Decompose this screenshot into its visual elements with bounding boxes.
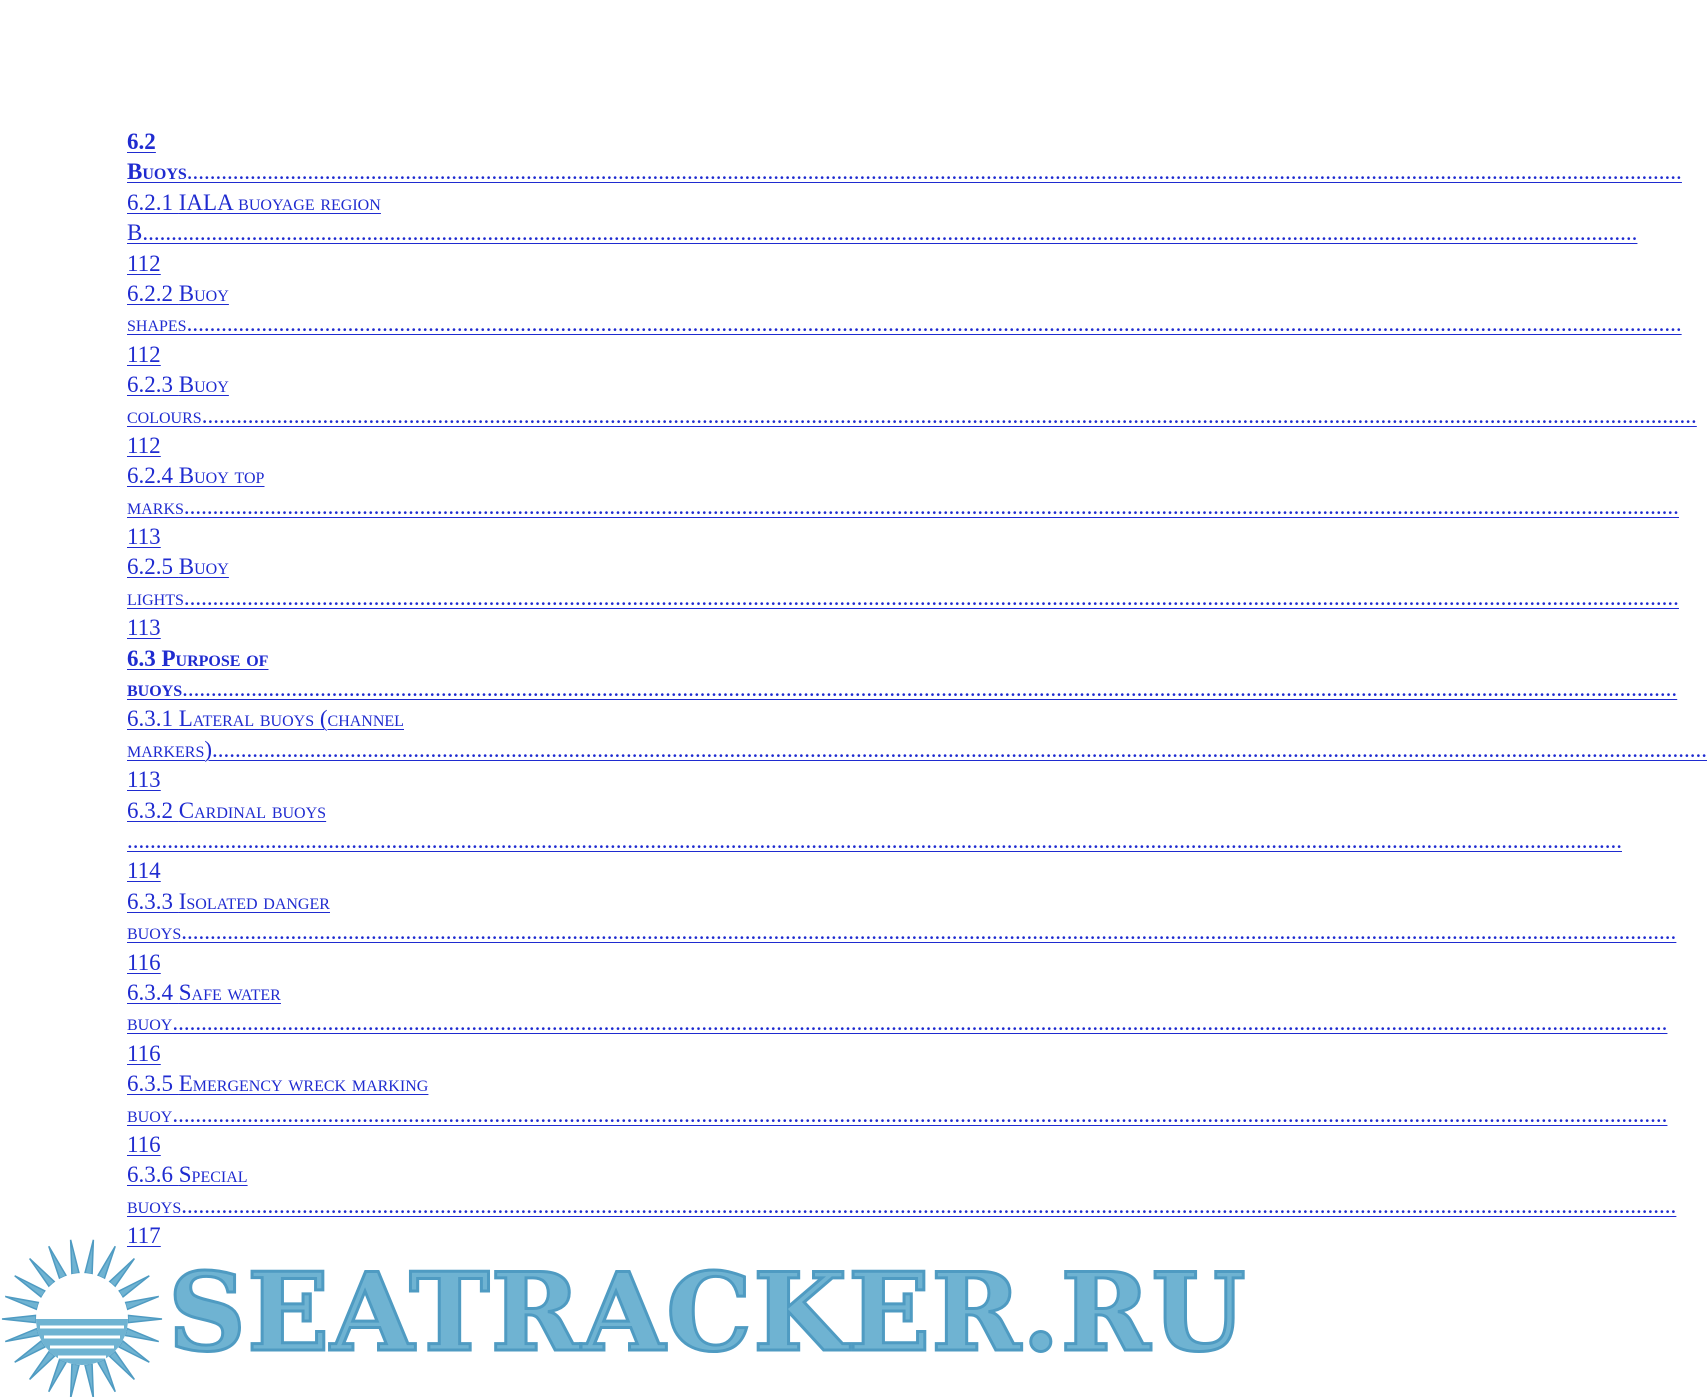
toc-leader-dots: .................................................................................................................................................................................................................................................................... [172, 1010, 1668, 1036]
toc-section-title-cont: buoy [127, 1101, 173, 1127]
sun-ray [85, 1364, 93, 1397]
toc-section-title-cont: buoys [127, 919, 182, 945]
toc-section-title-cont: colours [127, 402, 202, 428]
toc-entry-6-2-2[interactable] [127, 279, 1682, 370]
toc-section-number: 6.2.5 [127, 554, 173, 580]
sun-ray [2, 1315, 36, 1322]
toc-line [127, 1008, 1668, 1038]
toc-line [127, 644, 953, 674]
toc-section-number: 6.3.4 [127, 979, 173, 1005]
toc-page-number: 112 [127, 250, 161, 276]
sun-ray [30, 1259, 55, 1287]
toc-entry-6-3-4[interactable] [127, 978, 1668, 1069]
toc-entry-6-3-5[interactable] [127, 1069, 1668, 1160]
toc-section-title: Buoys [127, 159, 187, 185]
toc-line [127, 522, 953, 552]
toc-line [127, 856, 953, 886]
toc-page-number: 117 [127, 1223, 161, 1249]
toc-section-number: 6.2.1 [127, 189, 173, 215]
toc-section-title: Purpose of [161, 645, 269, 671]
toc-section-title: IALA buoyage region [178, 189, 381, 215]
toc-line [127, 704, 953, 734]
toc-section-title: Safe water [178, 979, 281, 1005]
toc-line [127, 887, 953, 917]
sun-ray [109, 1351, 134, 1379]
toc-line [127, 218, 1638, 248]
sun-burst-icon [0, 1235, 165, 1395]
toc-line [127, 1039, 953, 1069]
toc-line [127, 917, 1677, 947]
toc-section-title: Emergency wreck marking [178, 1071, 429, 1097]
toc-line [127, 370, 953, 400]
toc-line [127, 431, 953, 461]
toc-line [127, 826, 1622, 856]
toc-leader-dots: .................................................................................................................................................................................................................................................................... [201, 402, 1697, 428]
toc-line [127, 613, 953, 643]
toc-entry-6-3-1[interactable] [127, 704, 1707, 795]
toc-line [127, 796, 953, 826]
toc-section-title-cont: B [127, 220, 143, 246]
toc-section-title-cont: marks [127, 493, 184, 519]
toc-page-number: 116 [127, 1131, 161, 1157]
sun-ray [30, 1351, 55, 1379]
seatracker-watermark [0, 1230, 1247, 1397]
toc-section-number: 6.3.6 [127, 1162, 173, 1188]
toc-line [127, 1069, 953, 1099]
toc-page-number: 112 [127, 341, 161, 367]
toc-entry-6-3-3[interactable] [127, 887, 1677, 978]
toc-line [127, 735, 1707, 765]
toc-line [127, 1191, 1677, 1221]
toc-leader-dots: .................................................................................................................................................................................................................................................................... [182, 676, 1678, 702]
toc-line [127, 552, 953, 582]
sun-ray [85, 1240, 93, 1274]
toc-page-number: 113 [127, 767, 161, 793]
toc-entry-6-3-2[interactable] [127, 796, 1622, 887]
toc-section-title: Lateral buoys (channel [178, 706, 404, 732]
sun-ray [109, 1259, 134, 1287]
toc-line [127, 340, 953, 370]
toc-line [127, 492, 1679, 522]
toc-section-title-cont: buoy [127, 1010, 173, 1036]
toc-leader-dots: .................................................................................................................................................................................................................................................................... [181, 1192, 1677, 1218]
toc-section-number: 6.3.3 [127, 888, 173, 914]
toc-section-number: 6.3.2 [127, 797, 173, 823]
sun-ray [5, 1328, 39, 1341]
toc-line [127, 1100, 1668, 1130]
sun-ray [15, 1276, 46, 1297]
toc-section-number: 6.3.1 [127, 706, 173, 732]
toc-entry-6-2-5[interactable] [127, 552, 1679, 643]
toc-section-title: Buoy top [178, 463, 265, 489]
toc-entry-6-2[interactable] [127, 127, 1682, 188]
toc-section-number: 6.2.3 [127, 372, 173, 398]
sun-ray [71, 1240, 79, 1274]
toc-section-number: 6.2.4 [127, 463, 173, 489]
toc-section-title-cont: markers) [127, 736, 213, 762]
toc-leader-dots: .................................................................................................................................................................................................................................................................... [127, 827, 1622, 853]
toc-leader-dots: .................................................................................................................................................................................................................................................................... [183, 493, 1679, 519]
toc-section-number: 6.2 [127, 129, 156, 154]
sun-ray [5, 1296, 39, 1309]
toc-entry-6-3[interactable] [127, 644, 1678, 705]
toc-line [127, 1160, 953, 1190]
sun-ray [119, 1341, 150, 1362]
table-of-contents [127, 127, 1707, 1251]
toc-page-number: 113 [127, 615, 161, 641]
toc-section-number: 6.3.5 [127, 1071, 173, 1097]
toc-page-number: 112 [127, 432, 161, 458]
sun-ray [125, 1328, 159, 1341]
sun-ray [125, 1296, 159, 1309]
watermark-text: SEATRACKER.RU [168, 1250, 1247, 1376]
toc-page-number: 116 [127, 949, 161, 975]
sun-ray [15, 1341, 46, 1362]
toc-section-title-cont: lights [127, 584, 184, 610]
toc-line [127, 157, 1682, 187]
toc-line [127, 127, 953, 157]
toc-section-title: Special [178, 1162, 248, 1188]
toc-line [127, 948, 953, 978]
toc-line [127, 674, 1678, 704]
sun-ray [128, 1315, 162, 1322]
toc-section-title-cont: buoys [127, 1192, 182, 1218]
toc-section-number: 6.3 [127, 645, 156, 671]
toc-leader-dots: .................................................................................................................................................................................................................................................................... [186, 159, 1682, 185]
toc-section-title-cont: shapes [127, 311, 187, 337]
toc-line [127, 188, 953, 218]
sun-ray [119, 1276, 150, 1297]
toc-entry-6-2-1[interactable] [127, 188, 1638, 279]
sun-ray [49, 1359, 66, 1392]
toc-section-title: Buoy [178, 372, 229, 398]
toc-page-number: 114 [127, 858, 161, 884]
toc-section-title: Buoy [178, 280, 229, 306]
toc-section-title: Cardinal buoys [178, 797, 327, 823]
sun-ray [71, 1364, 79, 1397]
toc-line [127, 978, 953, 1008]
toc-section-title: Buoy [178, 554, 229, 580]
toc-line [127, 583, 1679, 613]
toc-leader-dots: .................................................................................................................................................................................................................................................................... [181, 919, 1677, 945]
toc-line [127, 309, 1682, 339]
toc-entry-6-2-4[interactable] [127, 461, 1679, 552]
toc-leader-dots: .................................................................................................................................................................................................................................................................... [186, 311, 1682, 337]
toc-leader-dots: .................................................................................................................................................................................................................................................................... [172, 1101, 1668, 1127]
toc-line [127, 249, 953, 279]
toc-line [127, 401, 1697, 431]
toc-section-number: 6.2.2 [127, 280, 173, 306]
toc-leader-dots: .................................................................................................................................................................................................................................................................... [183, 584, 1679, 610]
toc-leader-dots: .................................................................................................................................................................................................................................................................... [212, 736, 1707, 762]
sun-ray [98, 1359, 115, 1392]
toc-section-title-cont: buoys [127, 676, 183, 702]
toc-line [127, 1130, 953, 1160]
toc-line [127, 461, 953, 491]
toc-page-number: 116 [127, 1040, 161, 1066]
sun-ray [98, 1246, 115, 1279]
toc-section-title: Isolated danger [178, 888, 330, 914]
toc-line [127, 279, 953, 309]
toc-entry-6-2-3[interactable] [127, 370, 1697, 461]
toc-page-number: 113 [127, 524, 161, 550]
toc-leader-dots: .................................................................................................................................................................................................................................................................... [142, 220, 1638, 246]
toc-line [127, 765, 953, 795]
sun-ray [49, 1246, 66, 1279]
